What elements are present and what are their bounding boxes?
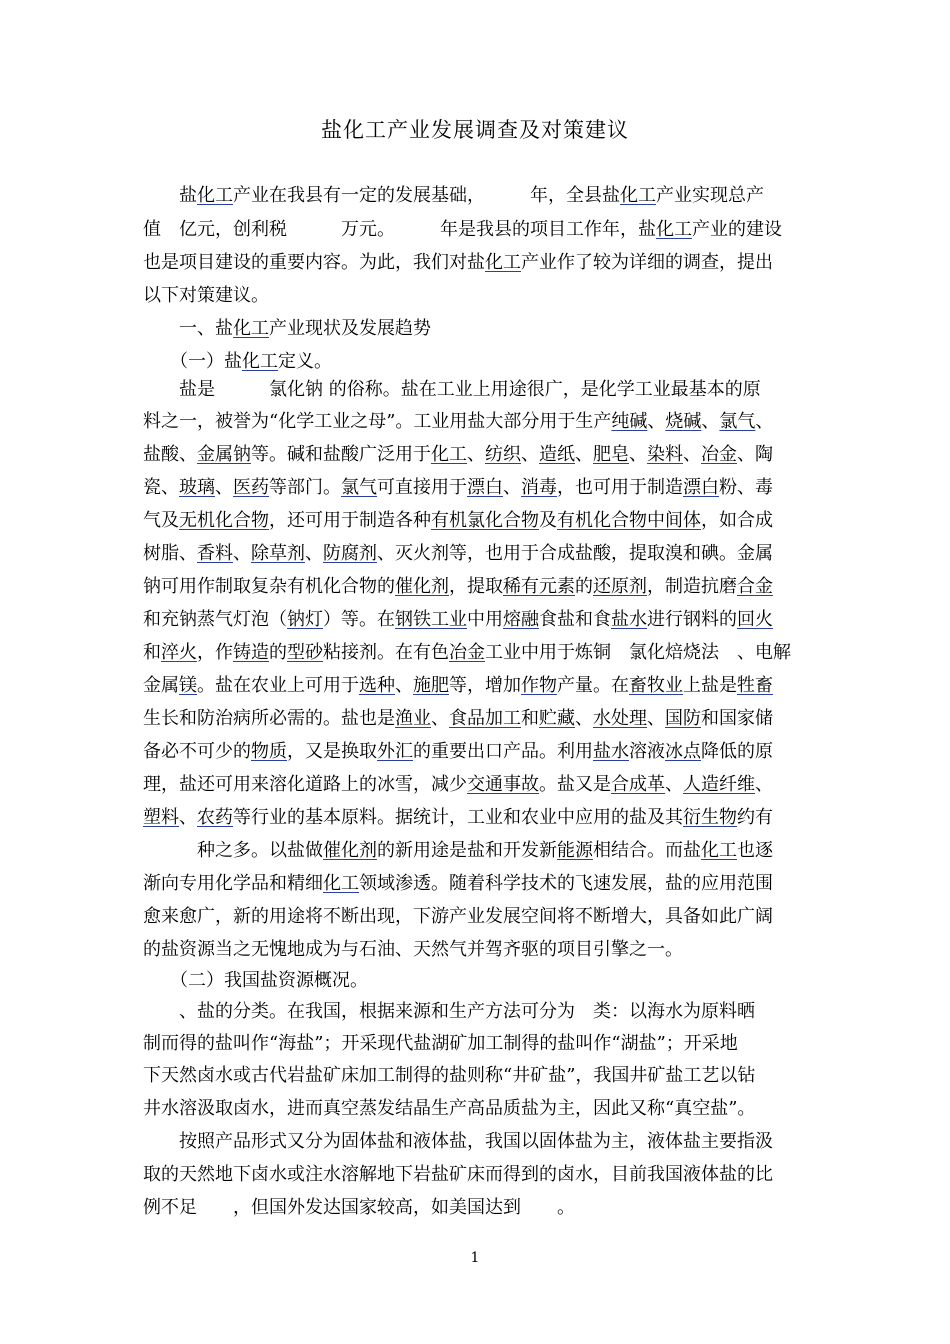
body-line: 和充钠蒸气灯泡（钠灯）等。在钢铁工业中用熔融食盐和食盐水进行钢料的回火 xyxy=(143,609,773,630)
body-line: 备必不可少的物质，又是换取外汇的重要出口产品。利用盐水溶液冰点降低的原 xyxy=(143,741,773,762)
hyperlink-term[interactable]: 有机化合物中间体 xyxy=(557,510,701,531)
hyperlink-term[interactable]: 作物 xyxy=(521,675,557,696)
body-line: 料之一，被誉为“化学工业之母”。工业用盐大部分用于生产纯碱、烧碱、氯气、 xyxy=(143,411,774,432)
hyperlink-term[interactable]: 渔业 xyxy=(395,708,431,729)
hyperlink-term[interactable]: 淬火 xyxy=(161,642,197,663)
body-line: 、盐的分类。在我国，根据来源和生产方法可分为 类：以海水为原料晒 xyxy=(143,1001,755,1022)
body-line: 盐酸、金属钠等。碱和盐酸广泛用于化工、纺织、造纸、肥皂、染料、冶金、陶 xyxy=(143,444,773,465)
body-line: （一）盐化工定义。 xyxy=(143,351,332,372)
hyperlink-term[interactable]: 型砂 xyxy=(287,642,323,663)
body-line: 下天然卤水或古代岩盐矿床加工制得的盐则称“井矿盐”，我国井矿盐工艺以钻 xyxy=(143,1065,756,1086)
body-line: 钠可用作制取复杂有机化合物的催化剂，提取稀有元素的还原剂，制造抗磨合金 xyxy=(143,576,773,597)
body-line: 渐向专用化学品和精细化工领域渗透。随着科学技术的飞速发展，盐的应用范围 xyxy=(143,873,773,894)
page-number: 1 xyxy=(470,1250,480,1266)
body-line: （二）我国盐资源概况。 xyxy=(143,970,368,991)
hyperlink-term[interactable]: 冶金 xyxy=(449,642,485,663)
hyperlink-term[interactable]: 化工 xyxy=(233,318,269,339)
hyperlink-term[interactable]: 钠灯 xyxy=(287,609,323,630)
hyperlink-term[interactable]: 镁 xyxy=(179,675,197,696)
hyperlink-term[interactable]: 稀有元素 xyxy=(503,576,575,597)
hyperlink-term[interactable]: 漂白 xyxy=(683,477,719,498)
hyperlink-term[interactable]: 肥皂 xyxy=(593,444,629,465)
hyperlink-term[interactable]: 衍生物 xyxy=(683,807,737,828)
hyperlink-term[interactable]: 外汇 xyxy=(377,741,413,762)
body-line: 制而得的盐叫作“海盐”；开采现代盐湖矿加工制得的盐叫作“湖盐”；开采地 xyxy=(143,1033,738,1054)
hyperlink-term[interactable]: 物质 xyxy=(251,741,287,762)
body-line: 塑料、农药等行业的基本原料。据统计，工业和农业中应用的盐及其衍生物约有 xyxy=(143,807,773,828)
body-line: 值 亿元，创利税 万元。 年是我县的项目工作年，盐化工产业的建设 xyxy=(143,219,782,240)
body-line: 树脂、香料、除草剂、防腐剂、灭火剂等，也用于合成盐酸，提取溴和碘。金属 xyxy=(143,543,773,564)
hyperlink-term[interactable]: 防腐剂 xyxy=(323,543,377,564)
hyperlink-term[interactable]: 漂白 xyxy=(467,477,503,498)
hyperlink-term[interactable]: 化工 xyxy=(242,351,278,372)
hyperlink-term[interactable]: 能源 xyxy=(557,840,593,861)
hyperlink-term[interactable]: 香料 xyxy=(197,543,233,564)
hyperlink-term[interactable]: 染料 xyxy=(647,444,683,465)
hyperlink-term[interactable]: 催化剂 xyxy=(395,576,449,597)
document-title: 盐化工产业发展调查及对策建议 xyxy=(321,118,629,142)
hyperlink-term[interactable]: 化工 xyxy=(701,840,737,861)
hyperlink-term[interactable]: 熔融 xyxy=(503,609,539,630)
body-line: 气及无机化合物，还可用于制造各种有机氯化合物及有机化合物中间体，如合成 xyxy=(143,510,773,531)
hyperlink-term[interactable]: 盐水 xyxy=(611,609,647,630)
hyperlink-term[interactable]: 钢铁工业 xyxy=(395,609,467,630)
hyperlink-term[interactable]: 玻璃 xyxy=(179,477,215,498)
hyperlink-term[interactable]: 催化剂 xyxy=(323,840,377,861)
hyperlink-term[interactable]: 盐水 xyxy=(593,741,629,762)
hyperlink-term[interactable]: 化工 xyxy=(323,873,359,894)
body-line: 盐化工产业在我县有一定的发展基础， 年，全县盐化工产业实现总产 xyxy=(143,185,764,206)
hyperlink-term[interactable]: 化工 xyxy=(620,185,656,206)
hyperlink-term[interactable]: 造纸 xyxy=(539,444,575,465)
hyperlink-term[interactable]: 选种 xyxy=(359,675,395,696)
body-line: 以下对策建议。 xyxy=(143,285,269,306)
hyperlink-term[interactable]: 还原剂 xyxy=(593,576,647,597)
hyperlink-term[interactable]: 交通事故 xyxy=(467,774,539,795)
body-line: 一、盐化工产业现状及发展趋势 xyxy=(143,318,431,339)
hyperlink-term[interactable]: 合成革 xyxy=(611,774,665,795)
hyperlink-term[interactable]: 冶金 xyxy=(701,444,737,465)
body-line: 愈来愈广，新的用途将不断出现，下游产业发展空间将不断增大，具备如此广阔 xyxy=(143,906,773,927)
hyperlink-term[interactable]: 氯气 xyxy=(719,411,756,432)
hyperlink-term[interactable]: 食品加工 xyxy=(449,708,521,729)
hyperlink-term[interactable]: 合金 xyxy=(737,576,773,597)
body-line: 例不足 ，但国外发达国家较高，如美国达到 。 xyxy=(143,1197,575,1218)
hyperlink-term[interactable]: 纺织 xyxy=(485,444,521,465)
body-line: 的盐资源当之无愧地成为与石油、天然气并驾齐驱的项目引擎之一。 xyxy=(143,939,683,960)
body-line: 金属镁。盐在农业上可用于选种、施肥等，增加作物产量。在畜牧业上盐是牲畜 xyxy=(143,675,773,696)
body-line: 种之多。以盐做催化剂的新用途是盐和开发新能源相结合。而盐化工也逐 xyxy=(143,840,773,861)
hyperlink-term[interactable]: 医药 xyxy=(233,477,269,498)
hyperlink-term[interactable]: 氯气 xyxy=(341,477,377,498)
hyperlink-term[interactable]: 国防 xyxy=(665,708,701,729)
hyperlink-term[interactable]: 农药 xyxy=(197,807,233,828)
hyperlink-term[interactable]: 畜牧业 xyxy=(629,675,683,696)
hyperlink-term[interactable]: 水处理 xyxy=(593,708,647,729)
hyperlink-term[interactable]: 化工 xyxy=(485,252,521,273)
body-line: 也是项目建设的重要内容。为此，我们对盐化工产业作了较为详细的调查，提出 xyxy=(143,252,773,273)
hyperlink-term[interactable]: 贮藏 xyxy=(539,708,575,729)
body-line: 取的天然地下卤水或注水溶解地下岩盐矿床而得到的卤水，目前我国液体盐的比 xyxy=(143,1164,773,1185)
hyperlink-term[interactable]: 化工 xyxy=(656,219,692,240)
hyperlink-term[interactable]: 人造纤维 xyxy=(683,774,755,795)
hyperlink-term[interactable]: 铸造 xyxy=(233,642,269,663)
body-line: 瓷、玻璃、医药等部门。氯气可直接用于漂白、消毒，也可用于制造漂白粉、毒 xyxy=(143,477,773,498)
body-line: 盐是 氯化钠 的俗称。盐在工业上用途很广，是化学工业最基本的原 xyxy=(143,379,761,400)
hyperlink-term[interactable]: 塑料 xyxy=(143,807,179,828)
hyperlink-term[interactable]: 化工 xyxy=(431,444,467,465)
body-line: 理，盐还可用来溶化道路上的冰雪，减少交通事故。盐又是合成革、人造纤维、 xyxy=(143,774,773,795)
hyperlink-term[interactable]: 回火 xyxy=(737,609,773,630)
hyperlink-term[interactable]: 化工 xyxy=(197,185,233,206)
body-line: 按照产品形式又分为固体盐和液体盐，我国以固体盐为主，液体盐主要指汲 xyxy=(143,1131,773,1152)
body-line: 生长和防治病所必需的。盐也是渔业、食品加工和贮藏、水处理、国防和国家储 xyxy=(143,708,773,729)
hyperlink-term[interactable]: 施肥 xyxy=(413,675,449,696)
hyperlink-term[interactable]: 烧碱 xyxy=(665,411,702,432)
hyperlink-term[interactable]: 消毒 xyxy=(521,477,557,498)
hyperlink-term[interactable]: 无机化合物 xyxy=(179,510,269,531)
hyperlink-term[interactable]: 有机氯化合物 xyxy=(431,510,539,531)
hyperlink-term[interactable]: 冰点 xyxy=(665,741,701,762)
body-line: 井水溶汲取卤水，进而真空蒸发结晶生产高品质盐为主，因此又称“真空盐”。 xyxy=(143,1098,756,1119)
hyperlink-term[interactable]: 除草剂 xyxy=(251,543,305,564)
hyperlink-term[interactable]: 金属钠 xyxy=(197,444,251,465)
hyperlink-term[interactable]: 纯碱 xyxy=(611,411,648,432)
hyperlink-term[interactable]: 牲畜 xyxy=(737,675,773,696)
body-line: 和淬火，作铸造的型砂粘接剂。在有色冶金工业中用于炼铜 氯化焙烧法 、电解 xyxy=(143,642,791,663)
